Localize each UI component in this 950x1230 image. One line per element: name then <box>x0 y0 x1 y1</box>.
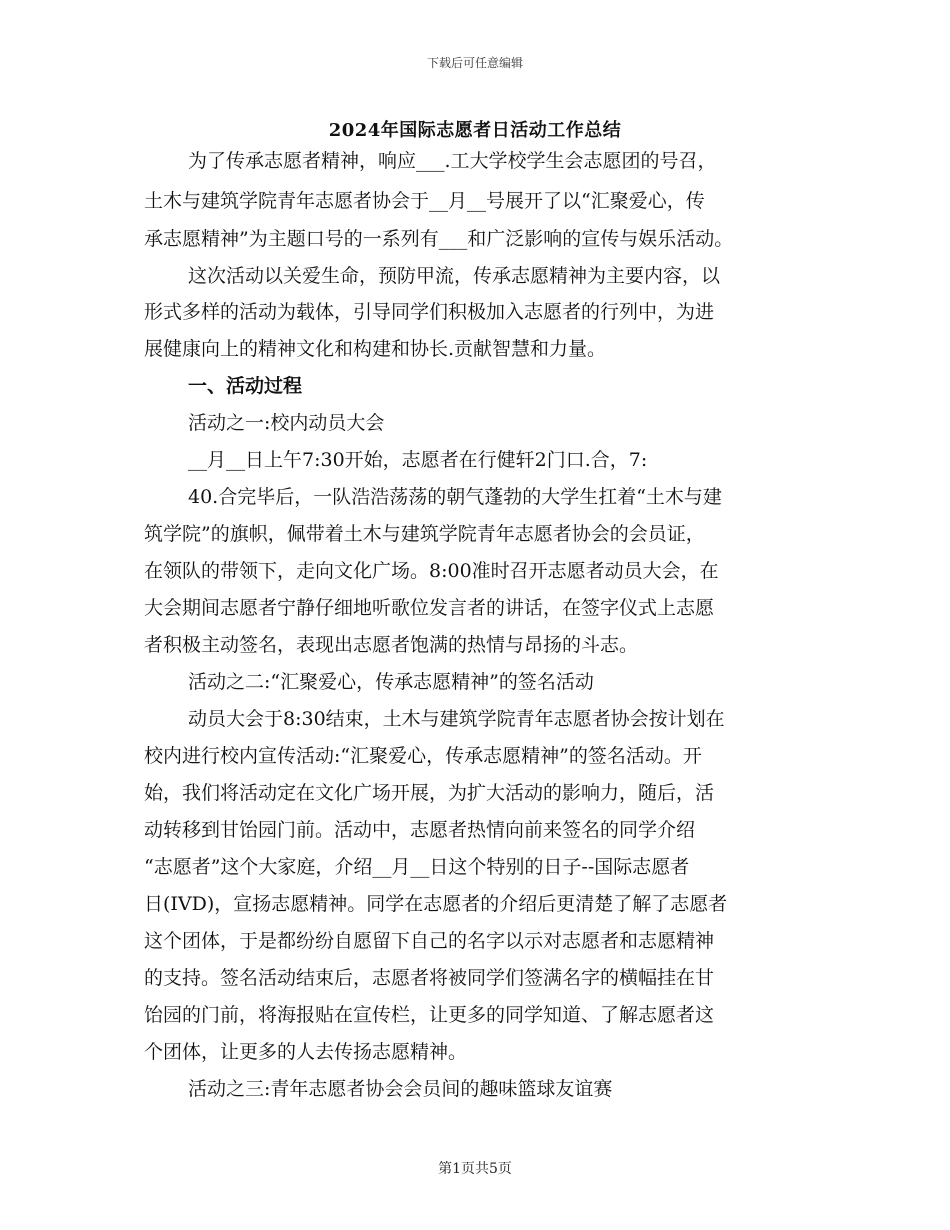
section-heading: 一、活动过程 <box>188 375 303 397</box>
body-line: “志愿者”这个大家庭，介绍__月__日这个特别的日子--国际志愿者 <box>144 856 690 878</box>
page-number: 第1页共5页 <box>438 1161 512 1177</box>
body-line: 始，我们将活动定在文化广场开展，为扩大活动的影响力，随后，活 <box>144 782 715 804</box>
body-line: 这个团体，于是都纷纷自愿留下自己的名字以示对志愿者和志愿精神 <box>144 930 715 952</box>
document-title: 2024年国际志愿者日活动工作总结 <box>328 120 622 141</box>
body-line: 承志愿精神”为主题口号的一系列有___和广泛影响的宣传与娱乐活动。 <box>144 228 734 250</box>
header-note: 下载后可任意编辑 <box>426 56 523 70</box>
body-line: 在领队的带领下，走向文化广场。8:00准时召开志愿者动员大会，在 <box>144 560 719 582</box>
body-line: 者积极主动签名，表现出志愿者饱满的热情与昂扬的斗志。 <box>144 634 639 656</box>
body-line: 日(IVD)，宣扬志愿精神。同学在志愿者的介绍后更清楚了解了志愿者 <box>144 893 728 915</box>
body-line: 个团体，让更多的人去传扬志愿精神。 <box>144 1041 468 1063</box>
body-line: 这次活动以关爱生命，预防甲流，传承志愿精神为主要内容，以 <box>188 265 721 287</box>
body-line: 土木与建筑学院青年志愿者协会于__月__号展开了以“汇聚爱心，传 <box>144 190 705 212</box>
body-line: 校内进行校内宣传活动:“汇聚爱心，传承志愿精神”的签名活动。开 <box>144 745 702 767</box>
body-line: 形式多样的活动为载体，引导同学们积极加入志愿者的行列中，为进 <box>144 301 715 323</box>
body-line: 的支持。签名活动结束后，志愿者将被同学们签满名字的横幅挂在甘 <box>144 967 715 989</box>
body-line: 饴园的门前，将海报贴在宣传栏，让更多的同学知道、了解志愿者这 <box>144 1004 715 1026</box>
body-line: __月__日上午7:30开始，志愿者在行健轩2门口.合，7: <box>188 449 648 471</box>
subsection-heading: 活动之二:“汇聚爱心，传承志愿精神”的签名活动 <box>188 671 594 693</box>
body-line: 为了传承志愿者精神，响应___.工大学校学生会志愿团的号召， <box>188 150 717 172</box>
subsection-heading: 活动之三:青年志愿者协会会员间的趣味篮球友谊赛 <box>188 1078 613 1100</box>
body-line: 大会期间志愿者宁静仔细地听歌位发言者的讲话，在签字仪式上志愿 <box>144 597 715 619</box>
body-line: 展健康向上的精神文化和构建和协长.贡献智慧和力量。 <box>144 338 607 360</box>
body-line: 动员大会于8:30结束，土木与建筑学院青年志愿者协会按计划在 <box>188 708 725 730</box>
body-line: 动转移到甘饴园门前。活动中，志愿者热情向前来签名的同学介绍 <box>144 819 696 841</box>
body-line: 40.合完毕后，一队浩浩荡荡的朝气蓬勃的大学生扛着“土木与建 <box>188 486 722 508</box>
body-line: 筑学院”的旗帜，佩带着土木与建筑学院青年志愿者协会的会员证， <box>144 523 705 545</box>
subsection-heading: 活动之一:校内动员大会 <box>188 412 385 434</box>
